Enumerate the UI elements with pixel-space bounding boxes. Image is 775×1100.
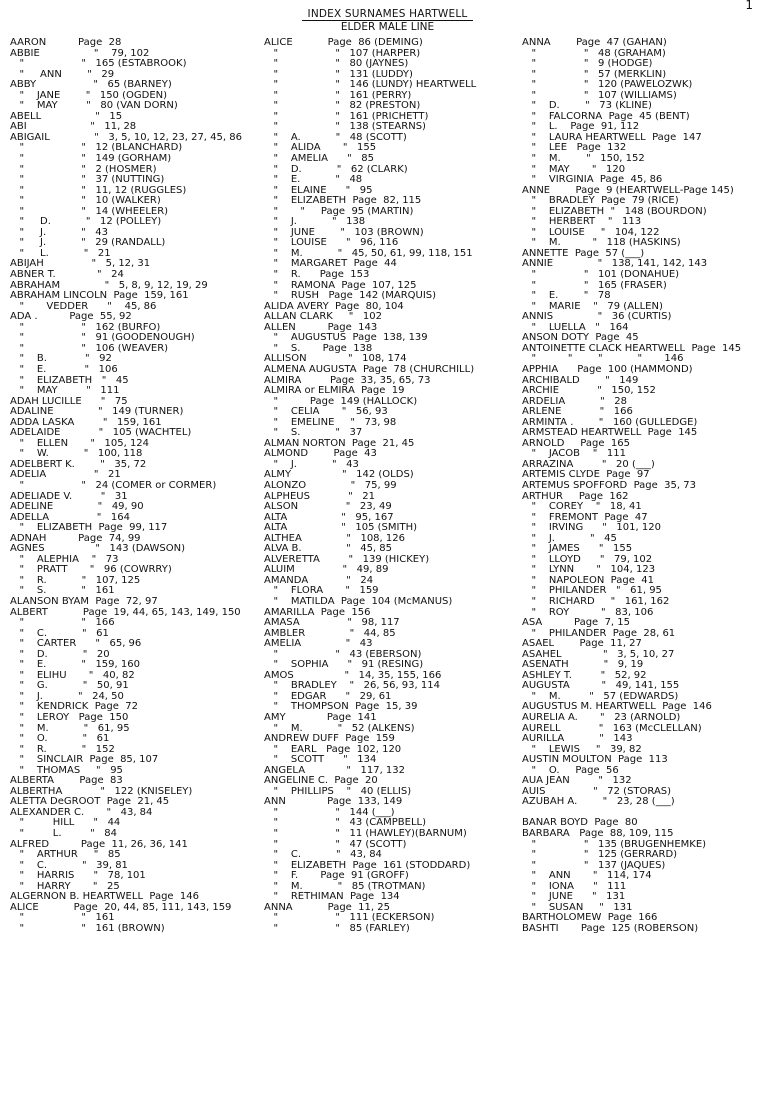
index-entry: ALICE Page 86 (DEMING) [264,38,423,48]
index-entry: ANNIE " 138, 141, 142, 143 [522,259,708,270]
index-entry: ABELL " 15 [10,111,123,122]
index-title-text: INDEX SURNAMES HARTWELL [302,8,474,21]
index-entry: " " 161 (BROWN) [10,923,165,934]
index-entry: " B. " 92 [10,354,112,365]
index-entry: " RAMONA Page 107, 125 [264,280,417,291]
index-entry: " " 146 (LUNDY) HEARTWELL [264,80,477,91]
index-entry: ARDELIA " 28 [522,396,627,407]
index-entry: " ELLEN " 105, 124 [10,438,150,449]
index-entry: " ELIHU " 40, 82 [10,670,135,681]
index-entry: " D. " 73 (KLINE) [522,101,652,112]
index-entry: " J. " 45 [522,533,617,544]
index-entry: ADELIADE V. " 31 [10,491,128,502]
index-entry: ANDREW DUFF Page 159 [264,734,395,745]
index-entry: ALETTA DeGROOT Page 21, 45 [10,797,170,808]
index-entry: ASAEL Page 11, 27 [522,639,642,650]
index-entry: " M. " 57 (EDWARDS) [522,691,679,702]
index-entry: " " 11, 12 (RUGGLES) [10,185,187,196]
index-entry: AGNES " 143 (DAWSON) [10,544,186,555]
index-entry: " M. " 45, 50, 61, 99, 118, 151 [264,248,473,259]
index-entry: " VIRGINIA Page 45, 86 [522,175,663,186]
index-entry: ANTOINETTE CLACK HEARTWELL Page 145 [522,343,742,354]
index-entry: ADNAH Page 74, 99 [10,533,141,544]
index-entry: " LAURA HEARTWELL Page 147 [522,132,702,143]
index-entry: " A. " 48 (SCOTT) [264,132,407,143]
index-entry: AURELL " 163 (McCLELLAN) [522,723,702,734]
index-entry: ADELLA " 164 [10,512,130,523]
index-entry: " ARTHUR " 85 [10,850,121,861]
index-entry: " SOPHIA " 91 (RESING) [264,660,424,671]
index-entry: " S. Page 138 [264,343,373,354]
index-entry: ANGELA " 117, 132 [264,765,406,776]
index-entry: ALLISON " 108, 174 [264,354,407,365]
index-entry: BARBARA Page 88, 109, 115 [522,829,674,840]
index-entry: " " 12 (BLANCHARD) [10,143,183,154]
index-entry: " ANN " 114, 174 [522,871,652,882]
index-entry: " JACOB " 111 [522,449,626,460]
index-entry: " LLOYD " 79, 102 [522,554,653,565]
index-entry: AZUBAH A. " 23, 28 (___) [522,797,675,808]
index-entry: " L. " 84 [10,829,117,840]
index-entry: ADDA LASKA " 159, 161 [10,417,162,428]
index-entry: " MATILDA Page 104 (McMANUS) [264,596,453,607]
index-entry: ALPHEUS " 21 [264,491,375,502]
index-entry: ALICE Page 20, 44, 85, 111, 143, 159 [10,902,232,913]
index-entry: " " 80 (JAYNES) [264,59,409,70]
index-entry: ALMAN NORTON Page 21, 45 [264,438,415,449]
index-entry: " HILL " 44 [10,818,121,829]
index-entry: " R. Page 153 [264,270,370,281]
index-entry: ADELINE " 49, 90 [10,502,144,513]
index-entry: " M. " 118 (HASKINS) [522,238,681,249]
index-entry: " " 138 (STEARNS) [264,122,426,133]
index-entry: " KENDRICK Page 72 [10,702,138,713]
index-subtitle: ELDER MALE LINE [340,21,435,33]
index-entry: " AUGUSTUS Page 138, 139 [264,333,428,344]
index-entry: AUGUSTUS M. HEARTWELL Page 146 [522,702,712,713]
index-entry: " C. " 61 [10,628,109,639]
index-entry: ANNA Page 47 (GAHAN) [522,38,667,48]
index-entry: ANNIS " 36 (CURTIS) [522,312,672,323]
index-entry: " LEE Page 132 [522,143,627,154]
index-entry: " HERBERT " 113 [522,217,642,228]
index-entry: ANNA Page 11, 25 [264,902,390,913]
index-entry: " RUSH Page 142 (MARQUIS) [264,291,437,302]
index-entry: ALMIRA or ELMIRA Page 19 [264,386,405,397]
index-entry: " LOUISE " 104, 122 [522,227,660,238]
index-entry: ANSON DOTY Page 45 [522,333,639,344]
index-entry: " E. " 48 [264,175,363,186]
index-entry: " JAMES " 155 [522,544,633,555]
index-entry: " RETHIMAN Page 134 [264,892,400,903]
index-entry: ALTHEA " 108, 126 [264,533,405,544]
index-entry: " EDGAR " 29, 61 [264,691,392,702]
index-entry: ARRAZINA " 20 (___) [522,459,655,470]
index-entry: " LEWIS " 39, 82 [522,744,642,755]
index-entry: AUSTIN MOULTON Page 113 [522,755,668,766]
index-entry: " MAY " 80 (VAN DORN) [10,101,178,112]
index-entry: " SUSAN " 131 [522,902,633,913]
index-entry: AUGUSTA " 49, 141, 155 [522,681,680,692]
index-entry: " M. " 52 (ALKENS) [264,723,415,734]
index-entry: ALIDA AVERY Page 80, 104 [264,301,404,312]
index-entry: ARTEMUS SPOFFORD Page 35, 73 [522,480,696,491]
index-entry: ALFRED Page 11, 26, 36, 141 [10,839,188,850]
index-entry: " HARRIS " 78, 101 [10,871,146,882]
index-entry: " " 47 (SCOTT) [264,839,407,850]
index-entry: ALUIM " 49, 89 [264,565,389,576]
index-entry: " " 166 [10,618,115,629]
index-entry: " E. " 159, 160 [10,660,140,671]
index-entry: AMOS " 14, 35, 155, 166 [264,670,442,681]
index-entry: AARON Page 28 [10,38,122,48]
index-entry: " L. " 21 [10,248,111,259]
index-entry: " E. " 78 [522,291,611,302]
index-entry: ASENATH " 9, 19 [522,660,644,671]
index-entry: " PRATT " 96 (COWRRY) [10,565,172,576]
index-entry: " JUNE " 131 [522,892,626,903]
index-entry: " L. Page 91, 112 [522,122,640,133]
index-entry: " ELIZABETH Page 82, 115 [264,196,422,207]
index-entry: AURELIA A. " 23 (ARNOLD) [522,713,681,723]
index-entry: " O. " 61 [10,734,110,745]
index-entry: " S. " 37 [264,428,363,439]
index-entry: " F. Page 91 (GROFF) [264,871,409,882]
index-entry: " " 111 (ECKERSON) [264,913,435,924]
index-entry: " BRADLEY " 26, 56, 93, 114 [264,681,440,692]
index-entry: " " 101 (DONAHUE) [522,270,680,281]
index-entry: " LOUISE " 96, 116 [264,238,399,249]
index-entry: " RICHARD " 161, 162 [522,596,670,607]
index-entry: " J. " 138 [264,217,366,228]
index-entry: ALBERT Page 19, 44, 65, 143, 149, 150 [10,607,241,618]
index-entry: ADELAIDE " 105 (WACHTEL) [10,428,192,439]
index-entry: " D. " 62 (CLARK) [264,164,408,175]
index-entry: " G. " 50, 91 [10,681,129,692]
index-entry: " " 9 (HODGE) [522,59,653,70]
index-entry: " J. " 24, 50 [10,691,124,702]
index-entry: " J. " 29 (RANDALL) [10,238,166,249]
index-entry: " E. " 106 [10,364,118,375]
index-entry: " MAY " 111 [10,386,120,397]
index-entry: ALEXANDER C. " 43, 84 [10,807,153,818]
index-entry: ALANSON BYAM Page 72, 97 [10,596,158,607]
index-entry: BASHTI Page 125 (ROBERSON) [522,923,699,934]
index-entry: ABBIE " 79, 102 [10,48,150,59]
index-entry: " ANN " 29 [10,69,115,80]
index-entry: " MARGARET Page 44 [264,259,397,270]
index-entry: " D. " 12 (POLLEY) [10,217,162,228]
index-entry: " THOMPSON Page 15, 39 [264,702,418,713]
index-entry: " " 120 (PAWELOZWK) [522,80,693,91]
index-entry: " " 43 (CAMPBELL) [264,818,426,829]
index-entry: " LUELLA " 164 [522,322,629,333]
index-entry: ALTA " 95, 167 [264,512,394,523]
index-entry: " SCOTT " 134 [264,755,377,766]
index-entry: " ROY " 83, 106 [522,607,654,618]
index-entry: " ELIZABETH " 148 (BOURDON) [522,206,707,217]
index-column-1 [10,38,265,934]
index-entry: " BRADLEY Page 79 (RICE) [522,196,679,207]
index-entry: ARCHIBALD " 149 [522,375,639,386]
index-entry: " R. " 107, 125 [10,575,141,586]
index-entry: ALBERTHA " 122 (KNISELEY) [10,786,193,797]
index-entry: " M. " 61, 95 [10,723,130,734]
index-entry: " " 135 (BRUGENHEMKE) [522,839,707,850]
index-entry: " " 165 (ESTABROOK) [10,59,187,70]
index-entry: AUIS " 72 (STORAS) [522,786,672,797]
index-title [0,8,775,20]
index-entry: ARMINTA . " 160 (GULLEDGE) [522,417,698,428]
index-entry: ADELBERT K. " 35, 72 [10,459,147,470]
index-entry: " " 48 (GRAHAM) [522,48,666,59]
index-entry: " " 125 (GERRARD) [522,850,678,861]
index-entry: " " 162 (BURFO) [10,322,161,333]
index-entry: ABBY " 65 (BARNEY) [10,80,172,91]
index-entry: " C. " 43, 84 [264,850,382,861]
index-entry: ALTA " 105 (SMITH) [264,523,418,534]
index-entry: " AMELIA " 85 [264,154,374,165]
index-entry: " HARRY " 25 [10,881,120,892]
index-entry: " FLORA " 159 [264,586,379,597]
index-entry: " IONA " 111 [522,881,627,892]
index-entry: ADA . Page 55, 92 [10,312,132,323]
index-entry: ABIJAH " 5, 12, 31 [10,259,151,270]
index-entry: ALMENA AUGUSTA Page 78 (CHURCHILL) [264,364,475,375]
index-entry: ALONZO " 75, 99 [264,480,397,491]
index-entry: " " 149 (GORHAM) [10,154,172,165]
index-entry: " EARL Page 102, 120 [264,744,402,755]
index-entry: AMBLER " 44, 85 [264,628,396,639]
index-entry: " " 91 (GOODENOUGH) [10,333,195,344]
index-entry: " " Page 95 (MARTIN) [264,206,414,217]
index-entry: " " 161 [10,913,115,924]
index-entry: " ELIZABETH Page 161 (STODDARD) [264,860,471,871]
index-entry: " " 165 (FRASER) [522,280,667,291]
index-entry: " M. " 150, 152 [522,154,645,165]
index-entry: " EMELINE " 73, 98 [264,417,397,428]
index-entry: " R. " 152 [10,744,115,755]
index-entry: ALBERTA Page 83 [10,776,123,787]
index-entry: " NAPOLEON Page 41 [522,575,654,586]
index-entry: APPHIA Page 100 (HAMMOND) [522,364,693,375]
index-entry: " MARIE " 79 (ALLEN) [522,301,663,312]
index-entry: " W. " 100, 118 [10,449,143,460]
index-entry: ANGELINE C. Page 20 [264,776,378,787]
index-entry: " " 11 (HAWLEY)(BARNUM) [264,829,467,840]
index-entry: ALMY " 142 (OLDS) [264,470,414,481]
index-entry: " " 107 (WILLIAMS) [522,90,677,101]
index-entry: " " 2 (HOSMER) [10,164,157,175]
index-entry: ALLEN Page 143 [264,322,378,333]
index-entry: " " 82 (PRESTON) [264,101,421,112]
index-entry: " MAY " 120 [522,164,626,175]
index-entry: ADELIA " 21 [10,470,121,481]
index-entry: ALLAN CLARK " 102 [264,312,382,323]
index-entry: " CELIA " 56, 93 [264,407,388,418]
index-entry: ALVA B. " 45, 85 [264,544,393,555]
index-entry: ALMIRA Page 33, 35, 65, 73 [264,375,431,386]
index-entry: " ALIDA " 155 [264,143,377,154]
index-entry: AMELIA " 43 [264,639,373,650]
index-entry [522,808,774,819]
index-entry: " Page 149 (HALLOCK) [264,396,418,407]
index-entry: ABRAHAM " 5, 8, 9, 12, 19, 29 [10,280,208,291]
index-entry: " LYNN " 104, 123 [522,565,656,576]
index-entry: " ELIZABETH " 45 [10,375,129,386]
index-entry: " IRVING " 101, 120 [522,523,661,534]
index-entry: " PHILANDER Page 28, 61 [522,628,676,639]
index-entry: ADAH LUCILLE " 75 [10,396,128,407]
index-entry: ARMSTEAD HEARTWELL Page 145 [522,428,698,439]
index-entry: " " 161 (PERRY) [264,90,412,101]
index-entry: " THOMAS " 95 [10,765,123,776]
index-entry: " " 43 (EBERSON) [264,649,422,660]
index-entry: BARTHOLOMEW Page 166 [522,913,658,924]
index-entry: " J. " 43 [10,227,108,238]
index-entry: ARTHUR Page 162 [522,491,629,502]
index-entry: " " 137 (JAQUES) [522,860,666,871]
index-entry: " D. " 20 [10,649,110,660]
index-entry: ABNER T. " 24 [10,270,124,281]
index-entry: BANAR BOYD Page 80 [522,818,638,829]
index-entry: ARNOLD Page 165 [522,438,630,449]
index-entry: ALMOND Page 43 [264,449,377,460]
index-entry: " ELAINE " 95 [264,185,373,196]
index-entry: " " 10 (WALKER) [10,196,161,207]
index-entry: " ELIZABETH Page 99, 117 [10,523,168,534]
index-entry: AMASA " 98, 117 [264,618,400,629]
index-entry: " FALCORNA Page 45 (BENT) [522,111,690,122]
index-entry: ASA Page 7, 15 [522,618,631,629]
index-entry: " " 144 (___) [264,807,395,818]
index-entry: ARCHIE " 150, 152 [522,386,656,397]
index-entry: " LEROY Page 150 [10,713,129,723]
index-entry: " ALEPHIA " 73 [10,554,119,565]
index-entry: ANNE Page 9 (HEARTWELL-Page 145) [522,185,734,196]
index-entry: " " 106 (WEAVER) [10,343,169,354]
index-entry: ALVERETTA " 139 (HICKEY) [264,554,430,565]
index-entry: " VEDDER " 45, 86 [10,301,157,312]
index-entry: " " 24 (COMER or CORMER) [10,480,217,491]
index-entry: ABRAHAM LINCOLN Page 159, 161 [10,291,189,302]
index-entry: " FREMONT Page 47 [522,512,648,523]
index-entry: " C. " 39, 81 [10,860,128,871]
index-entry: AUA JEAN " 132 [522,776,632,787]
index-entry: AMANDA " 24 [264,575,374,586]
index-entry: " CARTER " 65, 96 [10,639,142,650]
index-entry: ADALINE " 149 (TURNER) [10,407,184,418]
index-entry: ALGERNON B. HEARTWELL Page 146 [10,892,200,903]
index-entry: " M. " 85 (TROTMAN) [264,881,426,892]
index-entry: " " " " 146 [522,354,684,365]
index-entry: AMARILLA Page 156 [264,607,371,618]
page-number: 1 [745,0,753,12]
index-entry: " O. Page 56 [522,765,619,776]
index-entry: " JANE " 150 (OGDEN) [10,90,168,101]
index-entry: " " 85 (FARLEY) [264,923,410,934]
index-entry: " COREY " 18, 41 [522,502,642,513]
index-entry: ABI " 11, 28 [10,122,137,133]
index-entry: " J. " 43 [264,459,359,470]
index-entry: " PHILANDER " 61, 95 [522,586,662,597]
index-column-3 [522,38,774,934]
index-entry: ASHLEY T. " 52, 92 [522,670,647,681]
index-entry: " " 107 (HARPER) [264,48,421,59]
index-entry: " " 57 (MERKLIN) [522,69,667,80]
index-entry: ANN Page 133, 149 [264,797,403,808]
index-entry: ARTEMIS CLYDE Page 97 [522,470,650,481]
index-column-2 [264,38,519,934]
index-entry: " " 131 (LUDDY) [264,69,413,80]
index-entry: ASAHEL " 3, 5, 10, 27 [522,649,675,660]
index-entry: " SINCLAIR Page 85, 107 [10,755,159,766]
index-entry: ABIGAIL " 3, 5, 10, 12, 23, 27, 45, 86 [10,132,242,143]
index-entry: " JUNE " 103 (BROWN) [264,227,424,238]
index-entry: AURILLA " 143 [522,734,633,745]
index-entry: ANNETTE Page 57 (___) [522,248,645,259]
index-entry: ALSON " 23, 49 [264,502,392,513]
index-entry: " S. " 161 [10,586,115,597]
index-entry: " PHILLIPS " 40 (ELLIS) [264,786,412,797]
index-entry: " " 14 (WHEELER) [10,206,169,217]
index-entry: " " 37 (NUTTING) [10,175,165,186]
index-entry: AMY Page 141 [264,713,377,723]
index-entry: ARLENE " 166 [522,407,633,418]
index-entry: " " 161 (PRICHETT) [264,111,429,122]
